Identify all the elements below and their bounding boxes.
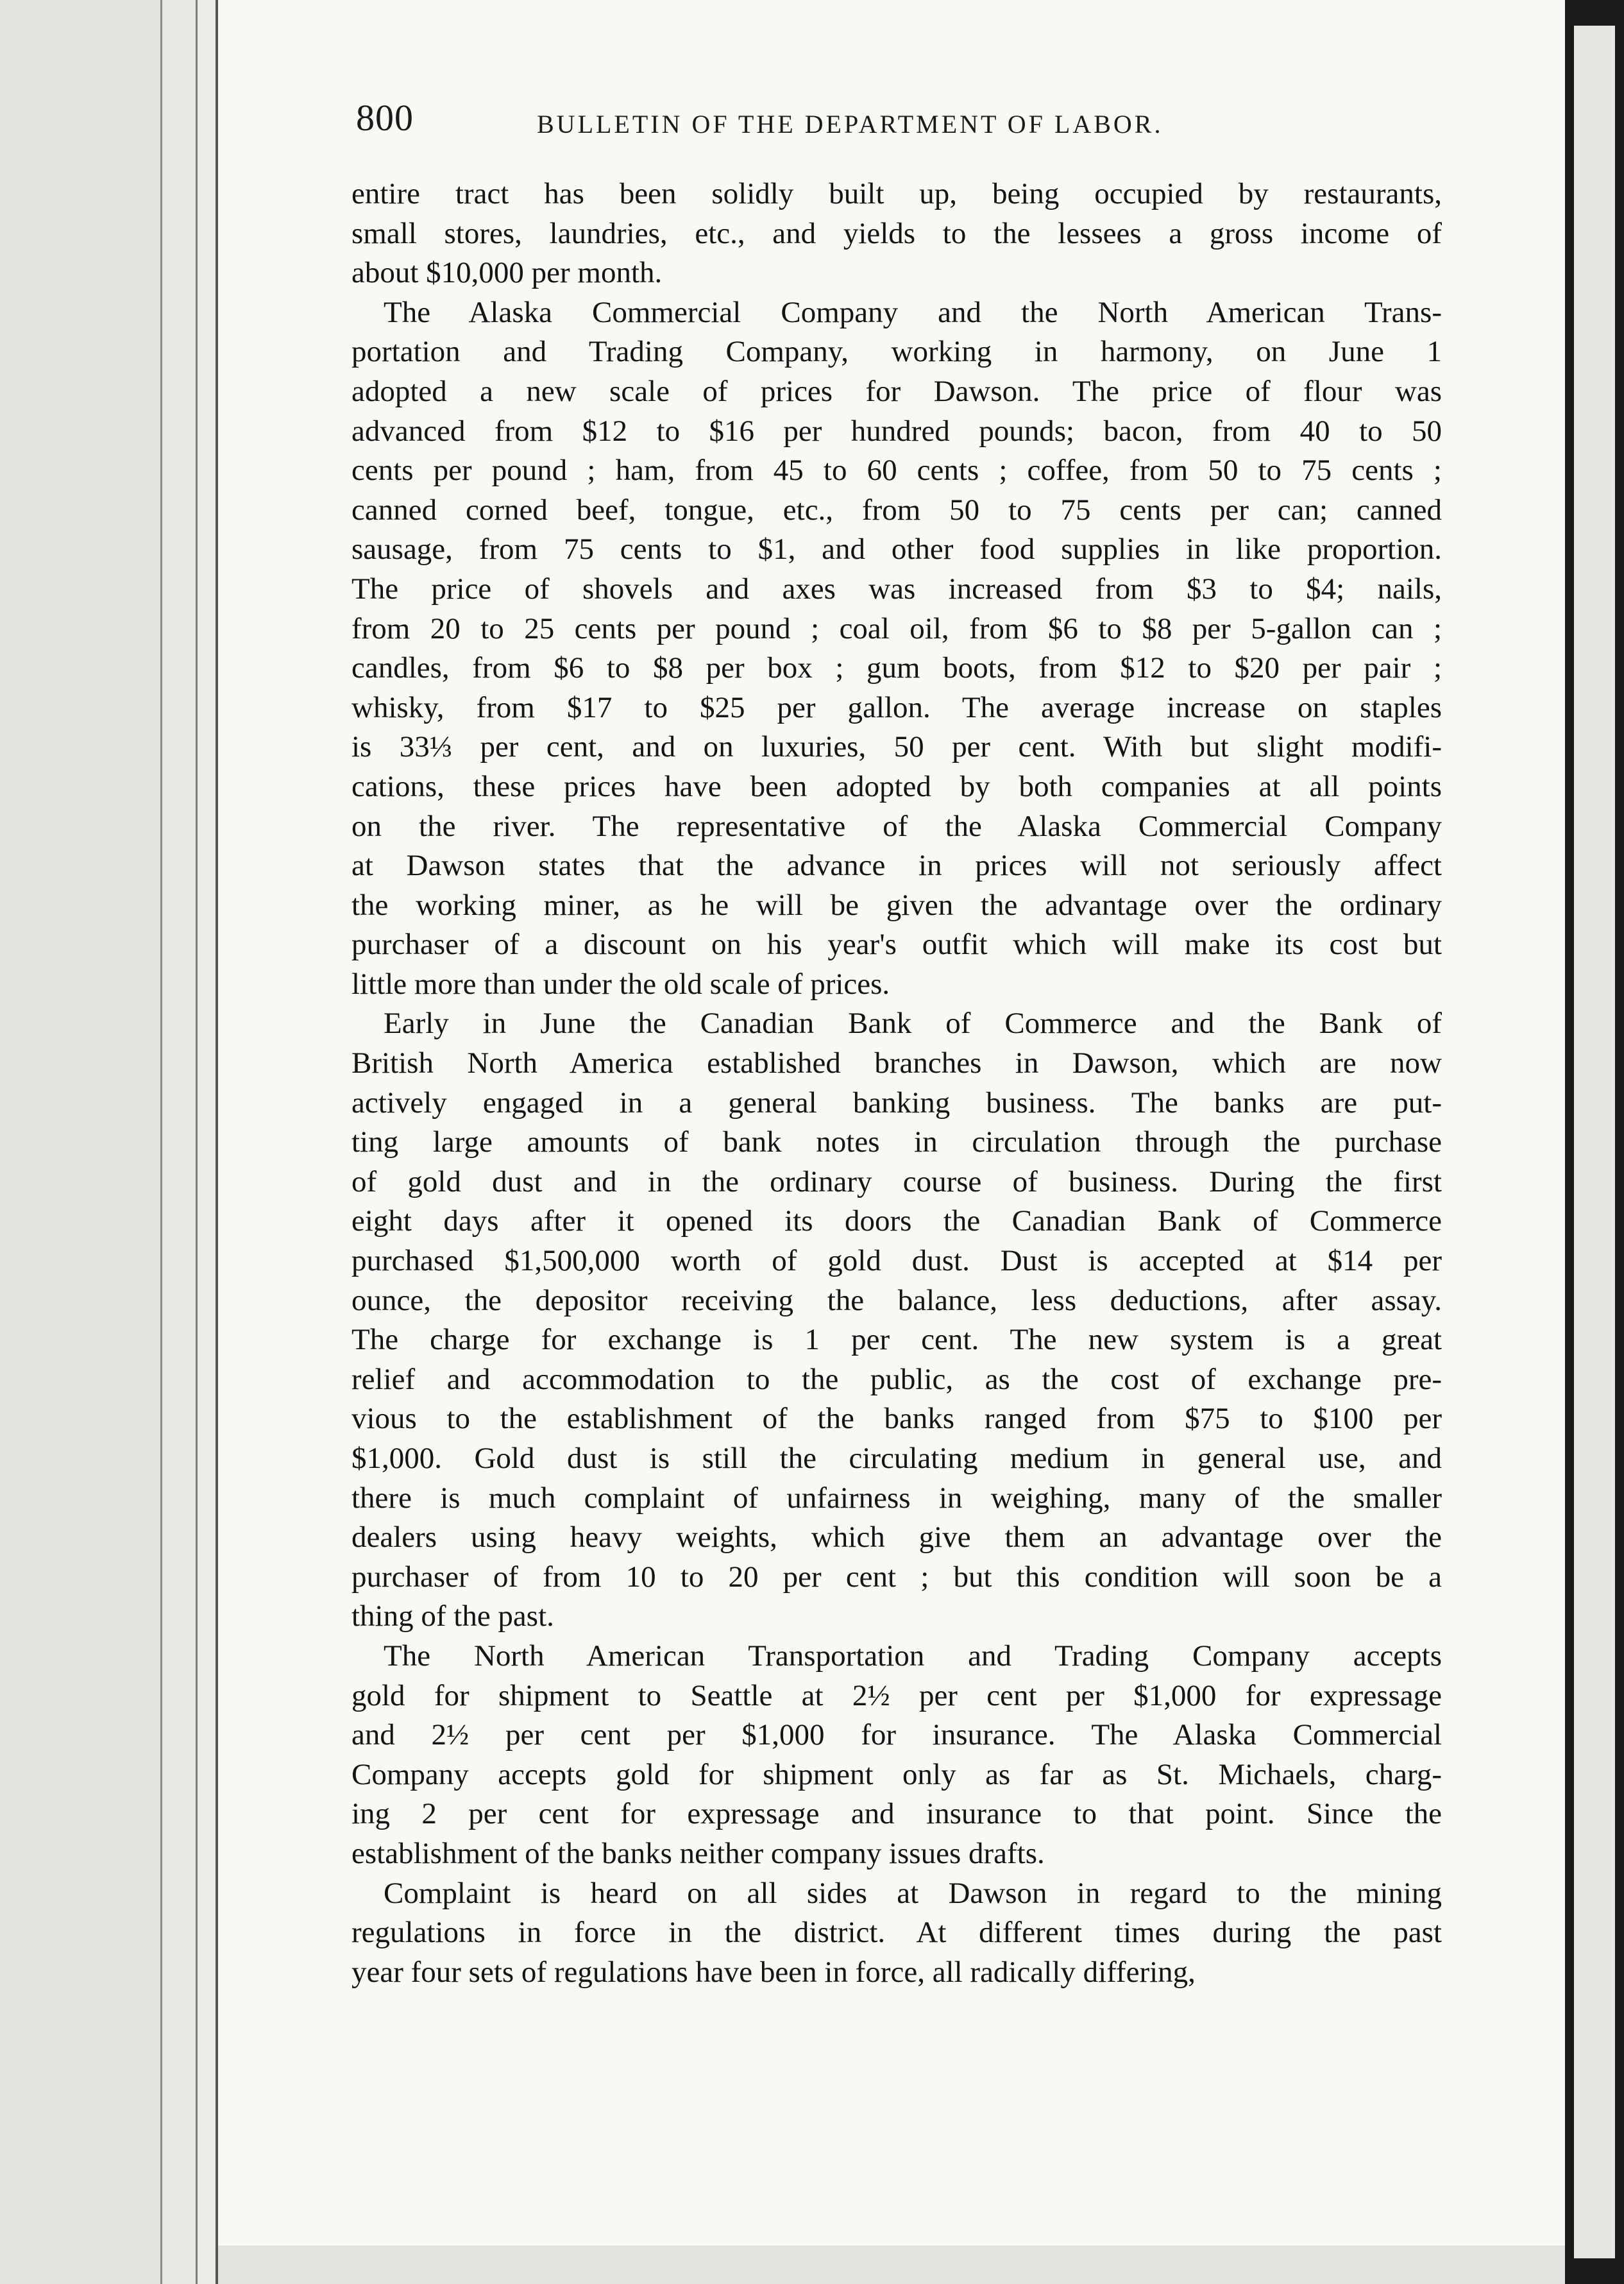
next-page-edge bbox=[1574, 26, 1615, 2258]
text-line: ounce, the depositor receiving the balance, less deductions, after assay. bbox=[351, 1283, 1442, 1317]
text-line: whisky, from $17 to $25 per gallon. The average increase on staples bbox=[351, 690, 1442, 724]
text-line: is 33⅓ per cent, and on luxuries, 50 per cent. With but slight modifi- bbox=[351, 730, 1442, 764]
text-line: year four sets of regulations have been in force, all radically differing, bbox=[351, 1955, 1196, 1989]
text-line: ting large amounts of bank notes in circulation through the purchase bbox=[351, 1125, 1442, 1159]
text-line: and 2½ per cent per $1,000 for insurance. The Alaska Commercial bbox=[351, 1718, 1442, 1752]
text-line: thing of the past. bbox=[351, 1599, 554, 1633]
text-line: small stores, laundries, etc., and yields to the lessees a gross income of bbox=[351, 216, 1442, 250]
paragraph bbox=[351, 293, 1442, 1005]
text-line: little more than under the old scale of prices. bbox=[351, 967, 890, 1001]
text-line: portation and Trading Company, working in harmony, on June 1 bbox=[351, 335, 1442, 369]
paragraph bbox=[351, 1004, 1442, 1637]
body-text bbox=[351, 175, 1442, 1992]
text-line: cations, these prices have been adopted by both companies at all points bbox=[351, 769, 1442, 803]
text-line: cents per pound ; ham, from 45 to 60 cents ; coffee, from 50 to 75 cents ; bbox=[351, 454, 1442, 488]
text-line: British North America established branches in Dawson, which are now bbox=[351, 1046, 1442, 1080]
page-number: 800 bbox=[356, 97, 414, 139]
text-line: Early in June the Canadian Bank of Commerce and the Bank of bbox=[384, 1007, 1442, 1041]
text-line: purchaser of from 10 to 20 per cent ; but this condition will soon be a bbox=[351, 1560, 1442, 1594]
text-line: relief and accommodation to the public, as the cost of exchange pre- bbox=[351, 1362, 1442, 1396]
text-line: Company accepts gold for shipment only as far as St. Michaels, charg- bbox=[351, 1757, 1442, 1791]
text-line: $1,000. Gold dust is still the circulating medium in general use, and bbox=[351, 1442, 1442, 1475]
text-line: The price of shovels and axes was increased from $3 to $4; nails, bbox=[351, 572, 1442, 606]
text-line: regulations in force in the district. At different times during the past bbox=[351, 1916, 1442, 1950]
text-line: purchased $1,500,000 worth of gold dust. Dust is accepted at $14 per bbox=[351, 1244, 1442, 1278]
page-header bbox=[356, 96, 1280, 154]
text-line: sausage, from 75 cents to $1, and other food supplies in like proportion. bbox=[351, 533, 1442, 567]
text-line: on the river. The representative of the Alaska Commercial Company bbox=[351, 809, 1442, 843]
binding-edge-outer bbox=[0, 0, 160, 2284]
text-line: establishment of the banks neither company issues drafts. bbox=[351, 1836, 1045, 1870]
text-line: actively engaged in a general banking business. The banks are put- bbox=[351, 1086, 1442, 1120]
text-line: there is much complaint of unfairness in weighing, many of the smaller bbox=[351, 1481, 1442, 1515]
text-line: vious to the establishment of the banks ranged from $75 to $100 per bbox=[351, 1402, 1442, 1436]
text-line: about $10,000 per month. bbox=[351, 256, 663, 290]
text-line: The charge for exchange is 1 per cent. The new system is a great bbox=[351, 1323, 1442, 1357]
text-line: canned corned beef, tongue, etc., from 50 to 75 cents per can; canned bbox=[351, 493, 1442, 527]
text-line: The Alaska Commercial Company and the North American Trans- bbox=[384, 295, 1442, 329]
binding-edge-inner bbox=[198, 0, 218, 2284]
text-line: entire tract has been solidly built up, being occupied by restaurants, bbox=[351, 177, 1442, 210]
text-line: candles, from $6 to $8 per box ; gum boots, from $12 to $20 per pair ; bbox=[351, 651, 1442, 685]
running-head: BULLETIN OF THE DEPARTMENT OF LABOR. bbox=[537, 110, 1163, 139]
text-line: ing 2 per cent for expressage and insurance to that point. Since the bbox=[351, 1797, 1442, 1831]
text-line: dealers using heavy weights, which give them an advantage over the bbox=[351, 1521, 1442, 1555]
paragraph bbox=[351, 1637, 1442, 1874]
text-line: the working miner, as he will be given the advantage over the ordinary bbox=[351, 888, 1442, 922]
binding-edge-middle bbox=[160, 0, 198, 2284]
text-line: at Dawson states that the advance in prices will not seriously affect bbox=[351, 849, 1442, 883]
text-line: eight days after it opened its doors the Canadian Bank of Commerce bbox=[351, 1204, 1442, 1238]
paragraph bbox=[351, 1874, 1442, 1993]
text-line: purchaser of a discount on his year's outfit which will make its cost but bbox=[351, 928, 1442, 962]
text-line: Complaint is heard on all sides at Dawson in regard to the mining bbox=[384, 1876, 1442, 1910]
text-line: The North American Transportation and Trading Company accepts bbox=[384, 1639, 1442, 1673]
text-line: advanced from $12 to $16 per hundred pounds; bacon, from 40 to 50 bbox=[351, 414, 1442, 448]
text-line: of gold dust and in the ordinary course of business. During the first bbox=[351, 1164, 1442, 1198]
paragraph bbox=[351, 175, 1442, 293]
page-bottom-shadow bbox=[218, 2246, 1565, 2284]
text-line: from 20 to 25 cents per pound ; coal oil, from $6 to $8 per 5-gallon can ; bbox=[351, 611, 1442, 645]
text-line: gold for shipment to Seattle at 2½ per cent per $1,000 for expressage bbox=[351, 1678, 1442, 1712]
text-line: adopted a new scale of prices for Dawson. The price of flour was bbox=[351, 374, 1442, 408]
scan-right-border bbox=[1565, 0, 1624, 2284]
